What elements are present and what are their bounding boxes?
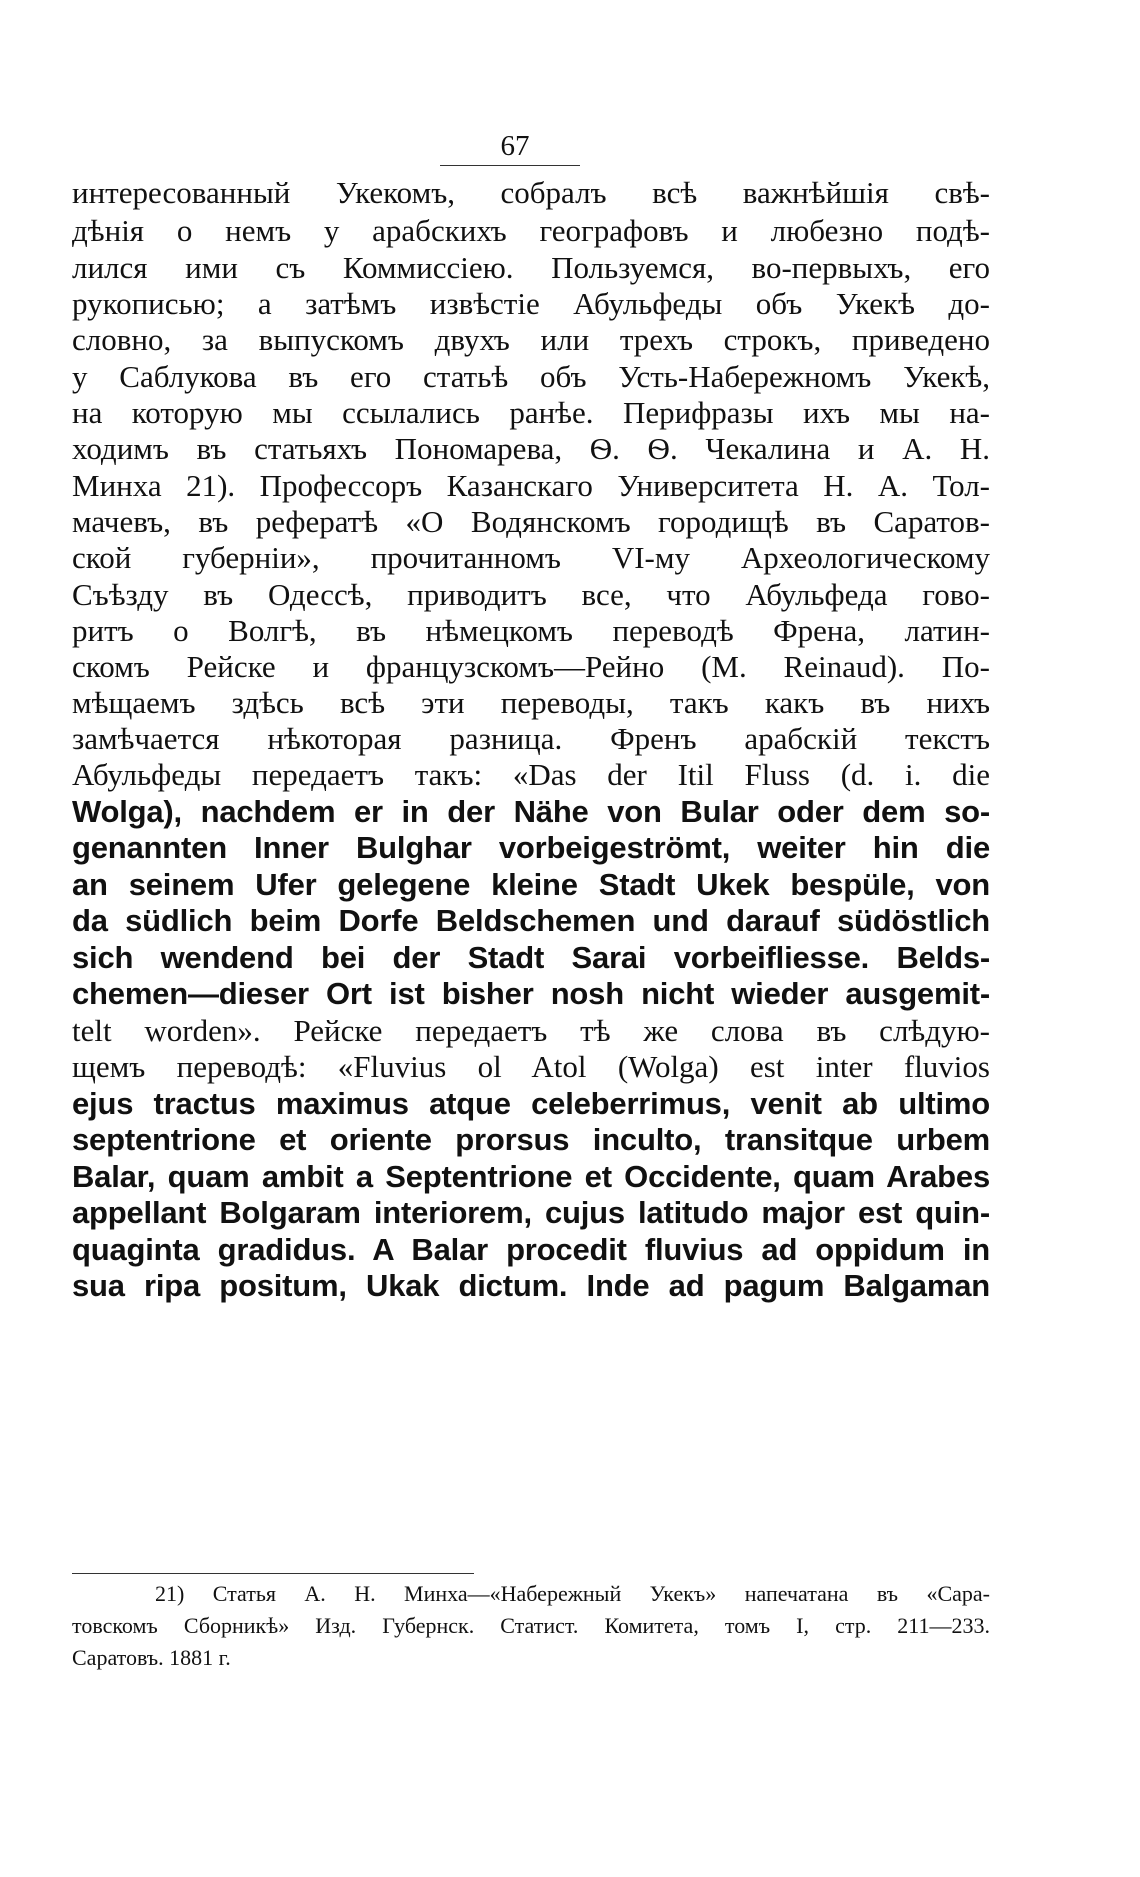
body-line-3: лился ими съ Коммиссіею. Пользуемся, во-первыхъ, его bbox=[72, 250, 990, 285]
body-line-25: щемъ переводѣ: «Fluvius ol Atol (Wolga) est inter fluvios bbox=[72, 1049, 990, 1084]
body-line-13: ритъ о Волгѣ, въ нѣмецкомъ переводѣ Френа, латин- bbox=[72, 613, 990, 648]
body-line-19: genannten Inner Bulghar vorbeigeströmt, weiter hin die bbox=[72, 830, 990, 865]
body-line-27: septentrione et oriente prorsus inculto, transitque urbem bbox=[72, 1122, 990, 1157]
body-line-14: скомъ Рейске и французскомъ—Рейно (M. Reinaud). По- bbox=[72, 649, 990, 684]
body-line-30: quaginta gradidus. A Balar procedit fluvius ad oppidum in bbox=[72, 1232, 990, 1267]
body-line-12: Съѣзду въ Одессѣ, приводитъ все, что Абульфеда гово- bbox=[72, 577, 990, 612]
body-line-17: Абульфеды передаетъ такъ: «Das der Itil Fluss (d. i. die bbox=[72, 757, 990, 792]
body-line-9: Минха 21). Профессоръ Казанскаго Университета Н. А. Тол- bbox=[72, 468, 990, 503]
body-line-18: Wolga), nachdem er in der Nähe von Bular oder dem so- bbox=[72, 794, 990, 829]
body-line-5: словно, за выпускомъ двухъ или трехъ строкъ, приведено bbox=[72, 322, 990, 357]
body-line-15: мѣщаемъ здѣсь всѣ эти переводы, такъ какъ въ нихъ bbox=[72, 685, 990, 720]
body-line-16: замѣчается нѣкоторая разница. Френъ арабскій текстъ bbox=[72, 721, 990, 756]
body-line-4: рукописью; а затѣмъ извѣстіе Абульфеды объ Укекѣ до- bbox=[72, 286, 990, 321]
body-line-10: мачевъ, въ рефератѣ «О Водянскомъ городищѣ въ Саратов- bbox=[72, 504, 990, 539]
body-line-29: appellant Bolgaram interiorem, cujus latitudo major est quin- bbox=[72, 1195, 990, 1230]
body-line-24: telt worden». Рейске передаетъ тѣ же слова въ слѣдую- bbox=[72, 1013, 990, 1048]
body-line-31: sua ripa positum, Ukak dictum. Inde ad pagum Balgaman bbox=[72, 1268, 990, 1303]
body-line-7: на которую мы ссылались ранѣе. Перифразы ихъ мы на- bbox=[72, 395, 990, 430]
body-line-22: sich wendend bei der Stadt Sarai vorbeifliesse. Belds- bbox=[72, 940, 990, 975]
body-line-20: an seinem Ufer gelegene kleine Stadt Ukek bespüle, von bbox=[72, 867, 990, 902]
body-line-28: Balar, quam ambit a Septentrione et Occidente, quam Arabes bbox=[72, 1159, 990, 1194]
body-line-21: da südlich beim Dorfe Beldschemen und darauf südöstlich bbox=[72, 903, 990, 938]
body-line-1: интересованный Укекомъ, собралъ всѣ важнѣйшія свѣ- bbox=[72, 175, 990, 210]
body-line-6: у Саблукова въ его статьѣ объ Усть-Набережномъ Укекѣ, bbox=[72, 359, 990, 394]
page-number: 67 bbox=[500, 130, 530, 162]
body-line-11: ской губерніи», прочитанномъ VI-му Археологическому bbox=[72, 540, 990, 575]
footnote-rule bbox=[72, 1573, 474, 1574]
body-line-26: ejus tractus maximus atque celeberrimus, venit ab ultimo bbox=[72, 1086, 990, 1121]
footnote-line-3: Саратовъ. 1881 г. bbox=[72, 1645, 231, 1670]
page-number-rule bbox=[440, 165, 580, 166]
body-line-2: дѣнія о немъ у арабскихъ географовъ и любезно подѣ- bbox=[72, 213, 990, 248]
footnote-line-2: товскомъ Сборникѣ» Изд. Губернск. Статист. Комитета, томъ I, стр. 211—233. bbox=[72, 1613, 990, 1638]
body-line-23: chemen—dieser Ort ist bisher nosh nicht wieder ausgemit- bbox=[72, 976, 990, 1011]
footnote-line-1: 21) Статья А. Н. Минха—«Набережный Укекъ» напечатана въ «Сара- bbox=[155, 1581, 990, 1606]
body-line-8: ходимъ въ статьяхъ Пономарева, Ѳ. Ѳ. Чекалина и А. Н. bbox=[72, 431, 990, 466]
